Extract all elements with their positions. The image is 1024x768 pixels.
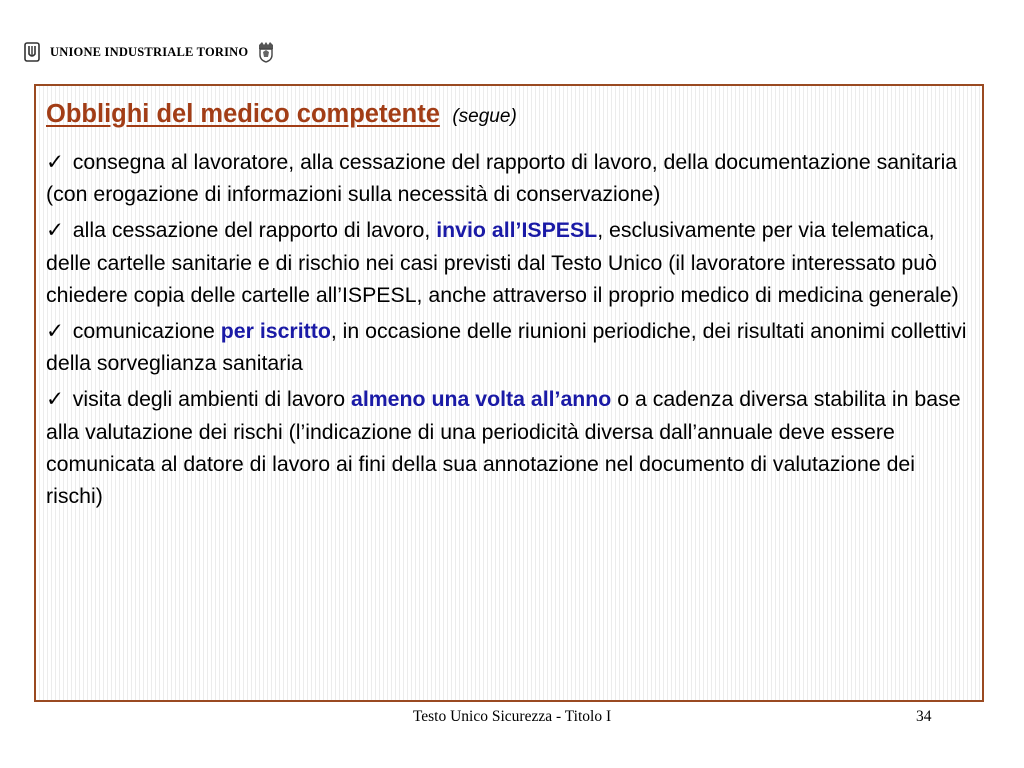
bullet-text-rest: , in occasione delle riunioni periodiche, dei risultati anonimi collettivi della sorveglianza sanitaria — [46, 319, 967, 376]
checkmark-icon: ✓ — [46, 319, 64, 344]
bullet-text-rest: , esclusivamente per via telematica, delle cartelle sanitarie e di rischio nei casi previsti dal Testo Unico (il lavoratore interessato può chiedere copia delle cartelle all’ISPESL, anche attraverso il proprio medico di medicina generale) — [46, 218, 959, 307]
bullet-item — [46, 383, 970, 512]
bullet-item — [46, 315, 970, 379]
checkmark-icon: ✓ — [46, 218, 64, 243]
bullet-text: consegna al lavoratore, alla cessazione del rapporto di lavoro, della documentazione sanitaria (con erogazione di informazioni sulla necessità di conservazione) — [46, 150, 958, 207]
bullet-text-rest: o a cadenza diversa stabilita in base alla valutazione dei rischi (l’indicazione di una periodicità diversa dall’annuale deve essere comunicata al datore di lavoro ai fini della sua annotazione nel documento di valutazione dei rischi) — [46, 387, 961, 509]
slide-content — [46, 94, 970, 516]
organization-name: UNIONE INDUSTRIALE TORINO — [50, 44, 249, 59]
slide-header — [22, 40, 276, 64]
turin-crest-icon — [256, 41, 276, 63]
bullet-item — [46, 214, 970, 311]
bullet-emphasis: almeno una volta all’anno — [350, 387, 612, 412]
bullet-text: alla cessazione del rapporto di lavoro, — [72, 218, 437, 243]
slide-title: Obblighi del medico competente — [46, 100, 440, 128]
bullet-text: visita degli ambienti di lavoro — [72, 387, 351, 412]
content-frame — [34, 84, 984, 702]
footer-title: Testo Unico Sicurezza - Titolo I — [412, 708, 612, 725]
bullet-item — [46, 146, 970, 210]
bullet-list — [46, 146, 970, 512]
slide-subtitle: (segue) — [452, 106, 517, 127]
bullet-text: comunicazione — [72, 319, 221, 344]
bullet-emphasis: invio all’ISPESL — [436, 218, 598, 243]
page-number: 34 — [916, 708, 932, 725]
uit-logo-icon — [22, 41, 42, 63]
checkmark-icon: ✓ — [46, 387, 64, 412]
bullet-emphasis: per iscritto — [220, 319, 331, 344]
checkmark-icon: ✓ — [46, 150, 64, 174]
title-line — [46, 94, 970, 134]
